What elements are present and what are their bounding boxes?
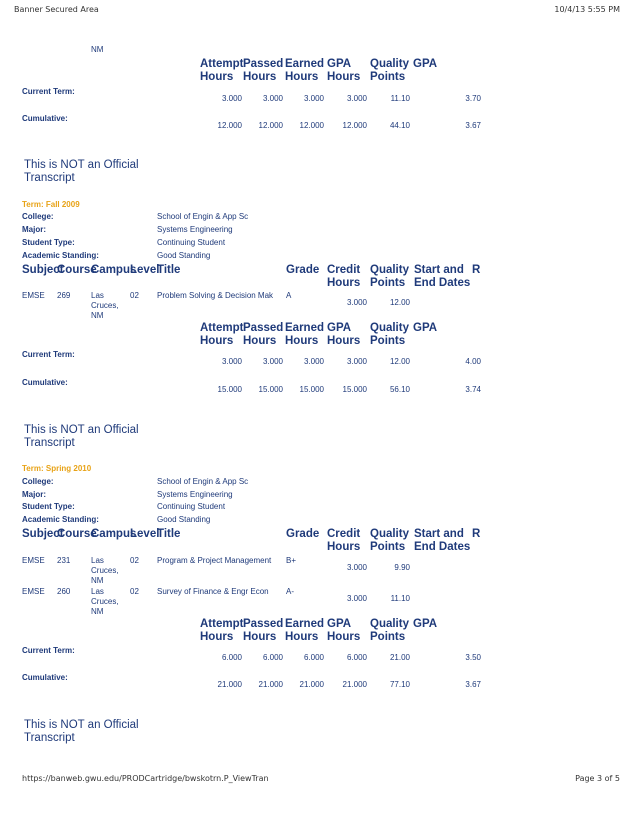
- course-level: 02: [130, 587, 139, 596]
- course-number: 231: [57, 556, 71, 565]
- major-value: Systems Engineering: [157, 490, 233, 499]
- col-header-gpa-hours: GPA Hours: [327, 58, 361, 83]
- current-term-label: Current Term:: [22, 646, 75, 655]
- col-header-dates: Start and End Dates: [414, 528, 471, 553]
- cumulative-attempt-hours: 15.000: [217, 385, 242, 394]
- current-gpa-hours: 3.000: [346, 357, 367, 366]
- current-passed-hours: 6.000: [262, 653, 283, 662]
- student-type-label: Student Type:: [22, 502, 75, 511]
- current-quality-points: 12.00: [389, 357, 410, 366]
- col-header-title: Title: [157, 264, 181, 276]
- major-label: Major:: [22, 490, 46, 499]
- col-header-campus: Campus: [91, 528, 137, 540]
- current-gpa: 4.00: [465, 357, 481, 366]
- col-header-quality-points: Quality Points: [370, 528, 409, 553]
- current-earned-hours: 6.000: [303, 653, 324, 662]
- cumulative-passed-hours: 12.000: [258, 121, 283, 130]
- course-level: 02: [130, 556, 139, 565]
- col-header-title: Title: [157, 528, 181, 540]
- current-gpa-hours: 6.000: [346, 653, 367, 662]
- course-campus: Las Cruces, NM: [91, 587, 119, 616]
- not-official-notice: This is NOT an Official Transcript: [24, 424, 139, 449]
- course-title: Survey of Finance & Engr Econ: [157, 587, 269, 596]
- cumulative-gpa: 3.67: [465, 121, 481, 130]
- cumulative-gpa: 3.74: [465, 385, 481, 394]
- current-gpa-hours: 3.000: [346, 94, 367, 103]
- cumulative-attempt-hours: 12.000: [217, 121, 242, 130]
- col-header-course: Course: [57, 264, 97, 276]
- current-passed-hours: 3.000: [262, 94, 283, 103]
- col-header-quality-points: Quality Points: [370, 264, 409, 289]
- col-header-level: Level: [130, 264, 160, 276]
- cumulative-gpa-hours: 12.000: [342, 121, 367, 130]
- page-url[interactable]: https://banweb.gwu.edu/PRODCartridge/bwskotrn.P_ViewTran: [22, 774, 269, 783]
- not-official-notice: This is NOT an Official Transcript: [24, 159, 139, 184]
- current-earned-hours: 3.000: [303, 94, 324, 103]
- cumulative-quality-points: 77.10: [389, 680, 410, 689]
- col-header-attempt-hours: Attempt Hours: [200, 322, 244, 347]
- campus-continued: NM: [91, 45, 104, 54]
- course-number: 269: [57, 291, 71, 300]
- col-header-earned-hours: Earned Hours: [285, 618, 324, 643]
- academic-standing-label: Academic Standing:: [22, 515, 99, 524]
- col-header-quality-points: Quality Points: [370, 322, 409, 347]
- cumulative-quality-points: 44.10: [389, 121, 410, 130]
- course-title: Problem Solving & Decision Mak: [157, 291, 274, 300]
- col-header-gpa: GPA: [413, 322, 438, 334]
- col-header-gpa: GPA: [413, 618, 438, 630]
- course-grade: A-: [286, 587, 294, 596]
- col-header-attempt-hours: Attempt Hours: [200, 58, 244, 83]
- cumulative-earned-hours: 15.000: [299, 385, 324, 394]
- term-heading: Term: Fall 2009: [22, 200, 80, 209]
- term-heading: Term: Spring 2010: [22, 464, 92, 473]
- current-term-label: Current Term:: [22, 350, 75, 359]
- course-title: Program & Project Management: [157, 556, 272, 565]
- course-grade: B+: [286, 556, 297, 565]
- course-credit-hours: 3.000: [346, 594, 367, 603]
- major-label: Major:: [22, 225, 46, 234]
- current-term-label: Current Term:: [22, 87, 75, 96]
- col-header-quality-points: Quality Points: [370, 58, 409, 83]
- col-header-level: Level: [130, 528, 160, 540]
- current-attempt-hours: 6.000: [221, 653, 242, 662]
- col-header-earned-hours: Earned Hours: [285, 322, 324, 347]
- student-type-value: Continuing Student: [157, 238, 226, 247]
- current-quality-points: 11.10: [390, 94, 410, 103]
- cumulative-gpa-hours: 21.000: [342, 680, 367, 689]
- cumulative-label: Cumulative:: [22, 673, 68, 682]
- college-label: College:: [22, 212, 54, 221]
- current-passed-hours: 3.000: [262, 357, 283, 366]
- col-header-earned-hours: Earned Hours: [285, 58, 324, 83]
- col-header-r: R: [472, 264, 481, 276]
- cumulative-passed-hours: 21.000: [258, 680, 283, 689]
- cumulative-earned-hours: 12.000: [299, 121, 324, 130]
- current-attempt-hours: 3.000: [221, 357, 242, 366]
- col-header-credit-hours: Credit Hours: [327, 528, 361, 553]
- col-header-grade: Grade: [286, 528, 320, 540]
- course-campus: Las Cruces, NM: [91, 556, 119, 585]
- col-header-r: R: [472, 528, 481, 540]
- print-datetime: 10/4/13 5:55 PM: [554, 5, 620, 14]
- course-subject: EMSE: [22, 291, 45, 300]
- current-quality-points: 21.00: [389, 653, 410, 662]
- col-header-dates: Start and End Dates: [414, 264, 471, 289]
- course-quality-points: 11.10: [390, 594, 410, 603]
- cumulative-quality-points: 56.10: [389, 385, 410, 394]
- cumulative-earned-hours: 21.000: [299, 680, 324, 689]
- course-number: 260: [57, 587, 71, 596]
- col-header-gpa: GPA: [413, 58, 438, 70]
- col-header-passed-hours: Passed Hours: [243, 618, 284, 643]
- current-gpa: 3.70: [465, 94, 481, 103]
- academic-standing-label: Academic Standing:: [22, 251, 99, 260]
- cumulative-gpa: 3.67: [465, 680, 481, 689]
- col-header-campus: Campus: [91, 264, 137, 276]
- col-header-gpa-hours: GPA Hours: [327, 322, 361, 347]
- window-title: Banner Secured Area: [14, 5, 99, 14]
- cumulative-attempt-hours: 21.000: [217, 680, 242, 689]
- current-gpa: 3.50: [465, 653, 481, 662]
- course-level: 02: [130, 291, 139, 300]
- academic-standing-value: Good Standing: [157, 515, 211, 524]
- course-quality-points: 12.00: [389, 298, 410, 307]
- col-header-passed-hours: Passed Hours: [243, 322, 284, 347]
- col-header-attempt-hours: Attempt Hours: [200, 618, 244, 643]
- col-header-passed-hours: Passed Hours: [243, 58, 284, 83]
- college-value: School of Engin & App Sc: [157, 212, 249, 221]
- major-value: Systems Engineering: [157, 225, 233, 234]
- cumulative-label: Cumulative:: [22, 378, 68, 387]
- course-subject: EMSE: [22, 587, 45, 596]
- cumulative-passed-hours: 15.000: [258, 385, 283, 394]
- current-attempt-hours: 3.000: [221, 94, 242, 103]
- col-header-course: Course: [57, 528, 97, 540]
- course-grade: A: [286, 291, 292, 300]
- academic-standing-value: Good Standing: [157, 251, 211, 260]
- col-header-credit-hours: Credit Hours: [327, 264, 361, 289]
- col-header-subject: Subject: [22, 264, 64, 276]
- student-type-label: Student Type:: [22, 238, 75, 247]
- student-type-value: Continuing Student: [157, 502, 226, 511]
- course-subject: EMSE: [22, 556, 45, 565]
- course-credit-hours: 3.000: [346, 563, 367, 572]
- col-header-grade: Grade: [286, 264, 320, 276]
- college-label: College:: [22, 477, 54, 486]
- col-header-subject: Subject: [22, 528, 64, 540]
- course-credit-hours: 3.000: [346, 298, 367, 307]
- col-header-quality-points: Quality Points: [370, 618, 409, 643]
- col-header-gpa-hours: GPA Hours: [327, 618, 361, 643]
- page-number: Page 3 of 5: [575, 774, 620, 783]
- not-official-notice: This is NOT an Official Transcript: [24, 719, 139, 744]
- current-earned-hours: 3.000: [303, 357, 324, 366]
- course-quality-points: 9.90: [394, 563, 410, 572]
- college-value: School of Engin & App Sc: [157, 477, 249, 486]
- cumulative-gpa-hours: 15.000: [342, 385, 367, 394]
- course-campus: Las Cruces, NM: [91, 291, 119, 320]
- cumulative-label: Cumulative:: [22, 114, 68, 123]
